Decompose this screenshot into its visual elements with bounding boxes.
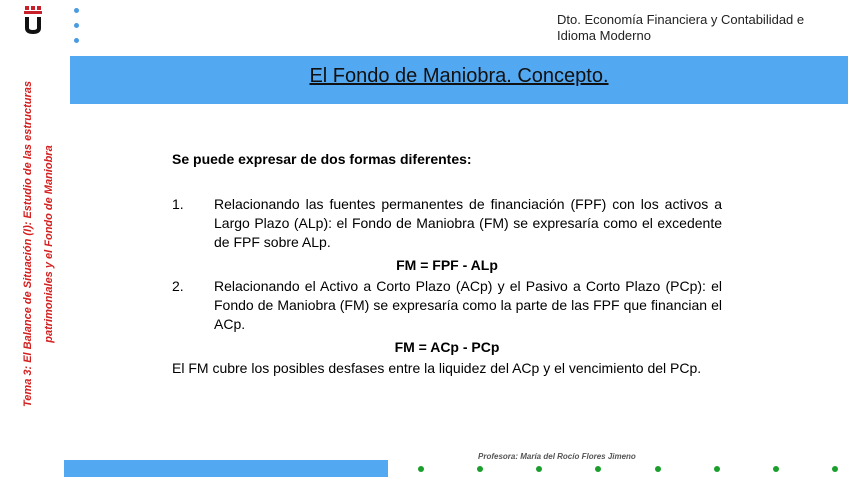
slide-body [172,150,722,378]
department-line-1: Dto. Economía Financiera y Contabilidad e [557,12,805,27]
title-banner [70,56,848,104]
department-label [557,12,804,44]
side-topic-title [18,54,60,434]
intro-text: Se puede expresar de dos formas diferentes: [172,151,472,167]
side-title-line-1: Tema 3: El Balance de Situación (I): Estudio de las estructuras [22,81,34,408]
university-crest-icon [22,6,44,36]
formula: FM = ACp - PCp [394,339,500,355]
decorative-dots-bottom [418,466,838,472]
closing-text: El FM cubre los posibles desfases entre la liquidez del ACp y el vencimiento del PCp. [172,360,702,376]
slide-title: El Fondo de Maniobra. Concepto. [309,65,609,87]
bottom-bar [64,460,388,477]
list-text: Relacionando el Activo a Corto Plazo (ACp) y el Pasivo a Corto Plazo (PCp): el Fondo de Maniobra (FM) se expresaría como la parte de las FPF que financian el ACp. [214,278,722,332]
list-item [172,195,722,252]
formula: FM = FPF - ALp [396,257,498,273]
list-number: 1. [172,196,184,212]
list-item [172,277,722,334]
footer-author: Profesora: María del Rocío Flores Jimeno [478,452,636,461]
department-line-2: Idioma Moderno [557,28,651,43]
list-number: 2. [172,278,184,294]
list-text: Relacionando las fuentes permanentes de financiación (FPF) con los activos a Largo Plazo (ALp): el Fondo de Maniobra (FM) se expresaría como el excedente de FPF sobre ALp. [214,196,722,250]
decorative-dots-top [74,8,80,53]
side-title-line-2: patrimoniales y el Fondo de Maniobra [43,145,55,343]
